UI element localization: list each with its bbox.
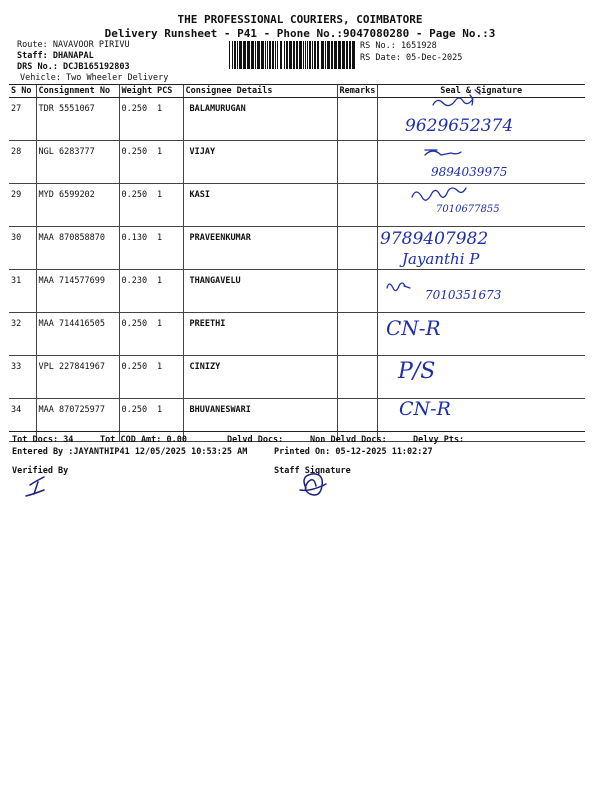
row-signature <box>377 356 585 399</box>
row-sno: 34 <box>9 399 36 442</box>
table-bottom-rule <box>9 431 585 432</box>
table-row <box>9 141 585 184</box>
row-pcs: 1 <box>155 313 183 356</box>
rs-number: RS No.: 1651928 <box>360 41 437 51</box>
row-sno: 29 <box>9 184 36 227</box>
row-sno: 32 <box>9 313 36 356</box>
col-pcs: PCS <box>155 85 183 98</box>
verifier-signature-mark <box>26 477 44 496</box>
row-consignee: PRAVEENKUMAR <box>183 227 337 270</box>
row-consignee: BHUVANESWARI <box>183 399 337 442</box>
row-remarks <box>337 141 377 184</box>
drs-number: DRS No.: DCJB165192803 <box>17 62 130 72</box>
handwritten-note-row32: CN-R <box>386 316 441 340</box>
row-remarks <box>337 270 377 313</box>
row-consignment: VPL 227841967 <box>36 356 119 399</box>
row-weight: 0.250 <box>119 184 155 227</box>
vehicle-label: Vehicle: Two Wheeler Delivery <box>20 73 169 83</box>
printed-on: Printed On: 05-12-2025 11:02:27 <box>274 447 433 457</box>
table-row <box>9 270 585 313</box>
total-docs: Tot Docs: 34 <box>12 435 74 445</box>
handwritten-phone-row29: 7010677855 <box>436 204 500 215</box>
row-sno: 31 <box>9 270 36 313</box>
row-signature <box>377 313 585 356</box>
row-consignment: MAA 870858870 <box>36 227 119 270</box>
row-weight: 0.230 <box>119 270 155 313</box>
row-signature <box>377 227 585 270</box>
table-row <box>9 313 585 356</box>
delivery-table <box>9 84 585 442</box>
row-consignee: VIJAY <box>183 141 337 184</box>
row-remarks <box>337 356 377 399</box>
table-header-row <box>9 85 585 98</box>
row-consignment: TDR 5551067 <box>36 98 119 141</box>
row-pcs: 1 <box>155 227 183 270</box>
table-row <box>9 98 585 141</box>
staff-signature-label: Staff Signature <box>274 466 351 476</box>
row-consignee: CINIZY <box>183 356 337 399</box>
delivery-points: Delvy Pts: <box>413 435 465 445</box>
col-seal-signature: Seal & Signature <box>377 85 585 98</box>
row-sno: 28 <box>9 141 36 184</box>
row-remarks <box>337 313 377 356</box>
row-weight: 0.250 <box>119 356 155 399</box>
row-signature <box>377 98 585 141</box>
col-remarks: Remarks <box>337 85 377 98</box>
row-consignee: BALAMURUGAN <box>183 98 337 141</box>
row-weight: 0.250 <box>119 141 155 184</box>
row-consignment: MAA 714416505 <box>36 313 119 356</box>
row-remarks <box>337 227 377 270</box>
handwritten-note-row33: P/S <box>398 359 436 384</box>
col-weight: Weight <box>119 85 155 98</box>
row-remarks <box>337 98 377 141</box>
handwritten-phone-row27: 9629652374 <box>405 116 514 136</box>
row-consignment: MAA 714577699 <box>36 270 119 313</box>
row-weight: 0.250 <box>119 313 155 356</box>
col-consignee: Consignee Details <box>183 85 337 98</box>
table-row <box>9 227 585 270</box>
row-pcs: 1 <box>155 98 183 141</box>
row-consignment: MYD 6599202 <box>36 184 119 227</box>
handwritten-note-row34: CN-R <box>399 398 451 420</box>
row-sno: 27 <box>9 98 36 141</box>
handwritten-phone-row30: 9789407982 <box>380 229 489 249</box>
staff-signature-mark <box>300 474 326 495</box>
total-cod-amount: Tot COD Amt: 0.00 <box>100 435 187 445</box>
row-consignee: PREETHI <box>183 313 337 356</box>
company-title: THE PROFESSIONAL COURIERS, COIMBATORE <box>177 13 423 26</box>
row-consignment: NGL 6283777 <box>36 141 119 184</box>
row-pcs: 1 <box>155 356 183 399</box>
row-remarks <box>337 184 377 227</box>
handwritten-name-row30: Jayanthi P <box>402 250 480 268</box>
row-pcs: 1 <box>155 399 183 442</box>
row-sno: 30 <box>9 227 36 270</box>
row-weight: 0.250 <box>119 399 155 442</box>
staff-label: Staff: DHANAPAL <box>17 51 94 61</box>
row-weight: 0.130 <box>119 227 155 270</box>
route-label: Route: NAVAVOOR PIRIVU <box>17 40 130 50</box>
row-pcs: 1 <box>155 270 183 313</box>
row-sno: 33 <box>9 356 36 399</box>
row-pcs: 1 <box>155 184 183 227</box>
row-signature <box>377 270 585 313</box>
entered-by: Entered By :JAYANTHIP41 12/05/2025 10:53:25 AM <box>12 447 248 457</box>
row-signature <box>377 184 585 227</box>
table-row <box>9 399 585 442</box>
table-row <box>9 356 585 399</box>
row-weight: 0.250 <box>119 98 155 141</box>
handwritten-phone-row31: 7010351673 <box>425 288 502 302</box>
row-signature <box>377 141 585 184</box>
barcode-icon <box>229 41 356 69</box>
table-row <box>9 184 585 227</box>
handwritten-phone-row28: 9894039975 <box>431 165 508 179</box>
rs-date: RS Date: 05-Dec-2025 <box>360 53 463 63</box>
verified-by-label: Verified By <box>12 466 69 476</box>
row-pcs: 1 <box>155 141 183 184</box>
row-consignee: KASI <box>183 184 337 227</box>
col-consignment: Consignment No <box>36 85 119 98</box>
delivered-docs: Delvd Docs: <box>227 435 284 445</box>
non-delivered-docs: Non Delvd Docs: <box>310 435 387 445</box>
row-consignee: THANGAVELU <box>183 270 337 313</box>
col-sno: S No <box>9 85 36 98</box>
row-consignment: MAA 870725977 <box>36 399 119 442</box>
runsheet-subtitle: Delivery Runsheet - P41 - Phone No.:9047080280 - Page No.:3 <box>104 27 496 40</box>
row-signature <box>377 399 585 442</box>
